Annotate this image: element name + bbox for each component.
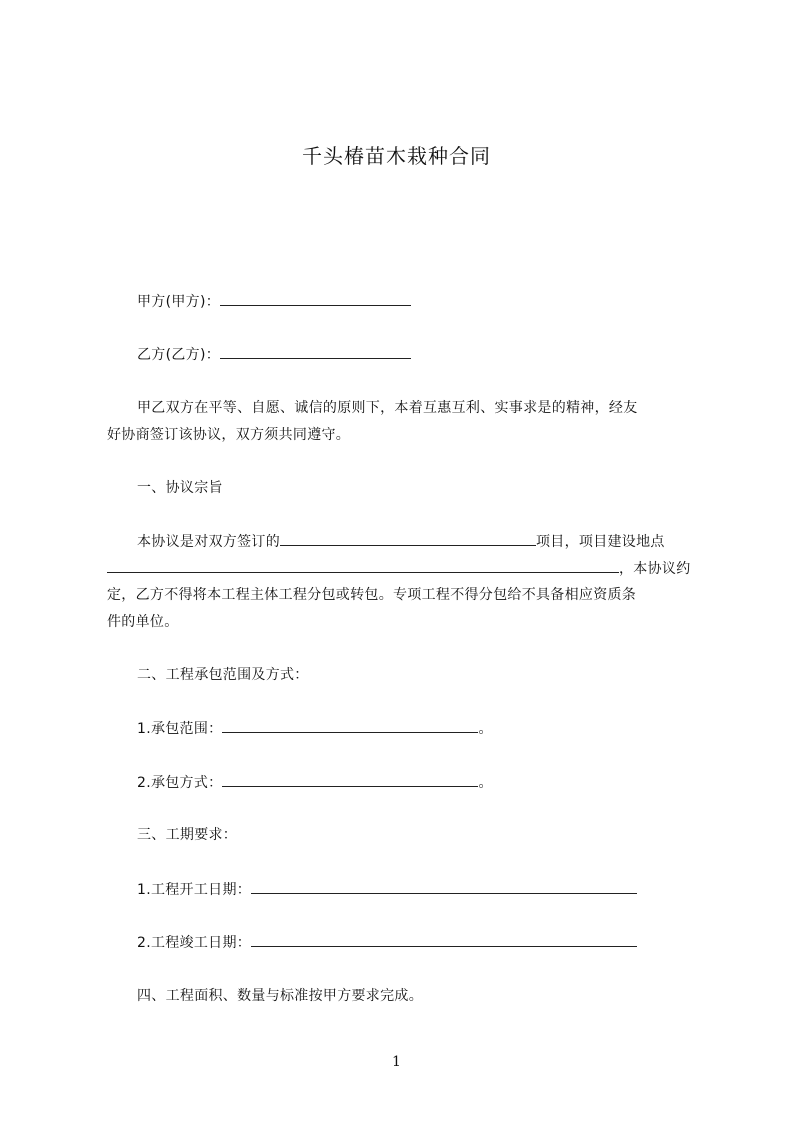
method-blank — [222, 772, 478, 787]
intro-line-1: 甲乙双方在平等、自愿、诚信的原则下，本着互惠互利、实事求是的精神，经友 — [137, 400, 638, 416]
document-title: 千头椿苗木栽种合同 — [302, 144, 491, 168]
section1-line1-text-a: 本协议是对双方签订的 — [137, 534, 280, 550]
section4-heading: 四、工程面积、数量与标准按甲方要求完成。 — [137, 988, 423, 1004]
section1-line-1 — [137, 531, 665, 552]
method-label: 2.承包方式： — [137, 775, 223, 791]
party-b-row — [137, 344, 411, 365]
start-date-label: 1.工程开工日期： — [137, 882, 252, 898]
section1-line-4: 件的单位。 — [107, 614, 179, 630]
party-a-row — [137, 291, 411, 312]
intro-line-2: 好协商签订该协议，双方须共同遵守。 — [107, 427, 351, 443]
scope-blank — [222, 718, 478, 733]
end-date-row — [137, 932, 637, 953]
end-date-blank — [251, 932, 637, 947]
section2-heading: 二、工程承包范围及方式： — [137, 667, 309, 683]
section1-line1-text-b: 项目，项目建设地点 — [536, 534, 665, 550]
end-date-label: 2.工程竣工日期： — [137, 935, 252, 951]
section3-heading: 三、工期要求： — [137, 827, 238, 843]
method-row — [137, 772, 493, 793]
section1-line-3: 定，乙方不得将本工程主体工程分包或转包。专项工程不得分包给不具备相应资质条 — [107, 587, 637, 603]
start-date-blank — [251, 879, 637, 894]
section1-line2-text: ，本协议约 — [619, 561, 691, 577]
project-name-blank — [280, 531, 536, 546]
scope-end: 。 — [478, 721, 493, 737]
project-location-blank — [107, 558, 619, 573]
party-b-label: 乙方(乙方)： — [137, 347, 221, 363]
party-a-label: 甲方(甲方)： — [137, 294, 221, 310]
method-end: 。 — [478, 775, 493, 791]
section1-line-2 — [107, 558, 691, 579]
scope-label: 1.承包范围： — [137, 721, 223, 737]
party-a-blank — [220, 291, 411, 306]
start-date-row — [137, 879, 637, 900]
page-number: 1 — [392, 1054, 401, 1070]
party-b-blank — [220, 344, 411, 359]
section1-heading: 一、协议宗旨 — [137, 480, 223, 496]
scope-row — [137, 718, 493, 739]
